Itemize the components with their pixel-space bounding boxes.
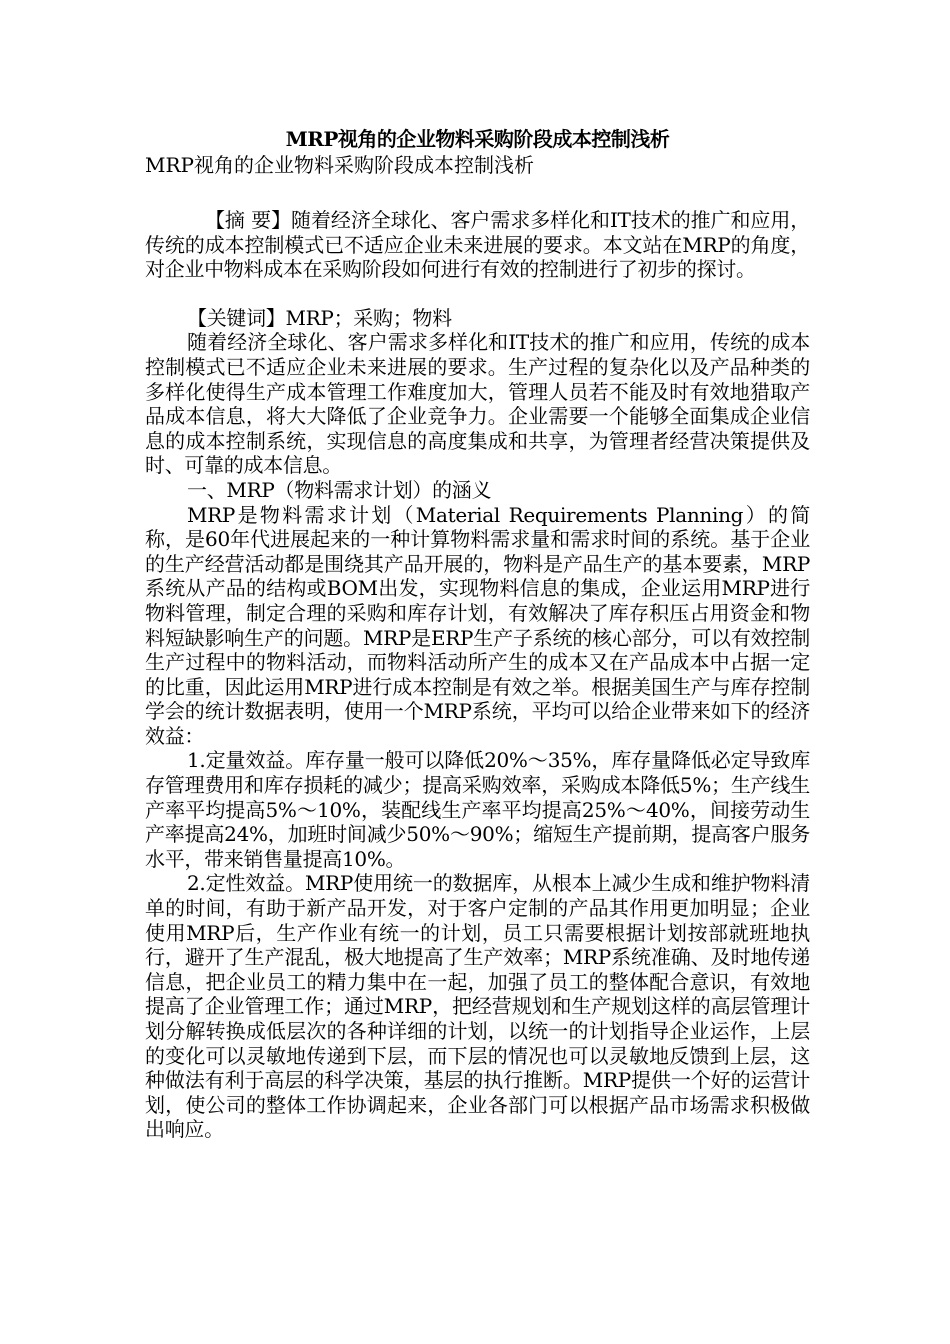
- body-paragraph-qualitative-benefit: 2.定性效益。MRP使用统一的数据库，从根本上减少生成和维护物料清单的时间，有助于新产品开发，对于客户定制的产品其作用更加明显；企业使用MRP后，生产作业有统一的计划，员工只需要根据计划按部就班地执行，避开了生产混乱，极大地提高了生产效率；MRP系统准确、及时地传递信息，把企业员工的精力集中在一起，加强了员工的整体配合意识，有效地提高了企业管理工作；通过MRP，把经营规划和生产规划这样的高层管理计划分解转换成低层次的各种详细的计划，以统一的计划指导企业运作，上层的变化可以灵敏地传递到下层，而下层的情况也可以灵敏地反馈到上层，这种做法有利于高层的科学决策，基层的执行推断。MRP提供一个好的运营计划，使公司的整体工作协调起来，企业各部门可以根据产品市场需求积极做出响应。: [145, 871, 810, 1142]
- body-paragraph-mrp-definition: MRP是物料需求计划（Material Requirements Planning）的简称，是60年代进展起来的一种计算物料需求量和需求时间的系统。基于企业的生产经营活动都是围绕其产品开展的，物料是产品生产的基本要素，MRP系统从产品的结构或BOM出发，实现物料信息的集成，企业运用MRP进行物料管理，制定合理的采购和库存计划，有效解决了库存积压占用资金和物料短缺影响生产的问题。MRP是ERP生产子系统的核心部分，可以有效控制生产过程中的物料活动，而物料活动所产生的成本又在产品成本中占据一定的比重，因此运用MRP进行成本控制是有效之举。根据美国生产与库存控制学会的统计数据表明，使用一个MRP系统，平均可以给企业带来如下的经济效益：: [145, 502, 810, 748]
- document-title: MRP视角的企业物料采购阶段成本控制浅析: [285, 127, 670, 151]
- keywords-line: 【关键词】MRP；采购；物料: [187, 305, 452, 330]
- body-paragraph-quantitative-benefit: 1.定量效益。库存量一般可以降低20%～35%，库存量降低必定导致库存管理费用和库存损耗的减少；提高采购效率，采购成本降低5%；生产线生产率平均提高5%～10%，装配线生产率平均提高25%～40%，间接劳动生产率提高24%，加班时间减少50%～90%；缩短生产提前期，提高客户服务水平，带来销售量提高10%。: [145, 748, 810, 871]
- spacer: [145, 282, 810, 306]
- abstract-paragraph: 【摘 要】随着经济全球化、客户需求多样化和IT技术的推广和应用，传统的成本控制模式已不适应企业未来进展的要求。本文站在MRP的角度，对企业中物料成本在采购阶段如何进行有效的控制进行了初步的探讨。: [145, 208, 810, 282]
- document-page: [145, 126, 810, 1142]
- spacer: [145, 178, 810, 208]
- body-paragraph-intro: 随着经济全球化、客户需求多样化和IT技术的推广和应用，传统的成本控制模式已不适应企业未来进展的要求。生产过程的复杂化以及产品种类的多样化使得生产成本管理工作难度加大，管理人员若不能及时有效地猎取产品成本信息，将大大降低了企业竞争力。企业需要一个能够全面集成企业信息的成本控制系统，实现信息的高度集成和共享，为管理者经营决策提供及时、可靠的成本信息。: [145, 330, 810, 478]
- document-subtitle: MRP视角的企业物料采购阶段成本控制浅析: [145, 153, 534, 177]
- section-heading: 一、MRP（物料需求计划）的涵义: [187, 477, 492, 502]
